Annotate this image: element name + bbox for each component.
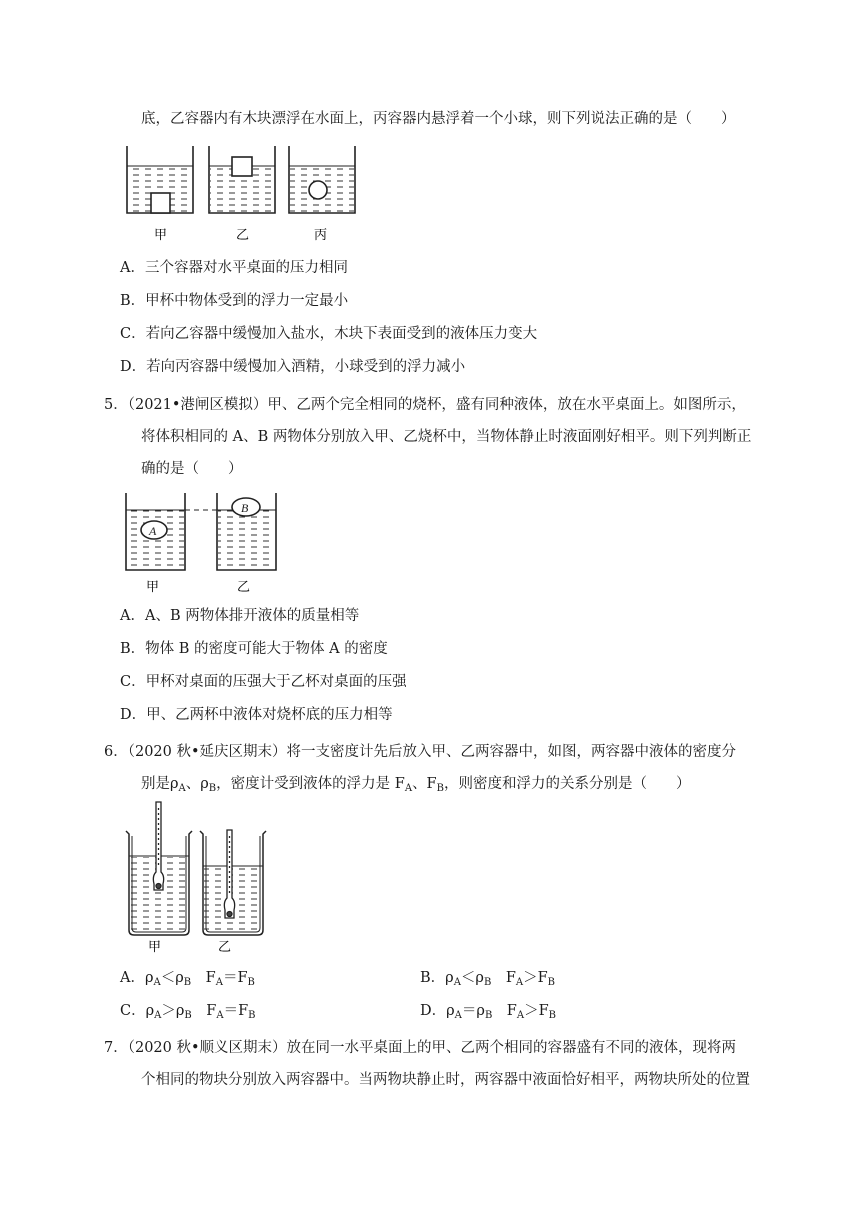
q6-option-b: B．$\rho_A<\rho_B$ $F_A>F_B$ xyxy=(420,970,556,988)
q4-option-a: A．三个容器对水平桌面的压力相同 xyxy=(120,260,348,276)
container-yi xyxy=(209,146,275,213)
q6-option-d: D．$\rho_A=\rho_B$ $F_A>F_B$ xyxy=(420,1003,557,1021)
q4-label-jia: 甲 xyxy=(154,228,168,243)
q4-option-b: B．甲杯中物体受到的浮力一定最小 xyxy=(120,293,349,309)
container-jia xyxy=(127,146,193,213)
ball-a-label: A xyxy=(149,524,157,538)
q4-figure xyxy=(120,142,370,246)
q5-line-3: 确的是（ ） xyxy=(141,461,243,477)
q6-option-c: C．$\rho_A>\rho_B$ $F_A=F_B$ xyxy=(120,1003,256,1021)
q6-line-1: 6．（2020 秋•延庆区期末）将一支密度计先后放入甲、乙两容器中，如图，两容器中液体的密度分 xyxy=(104,744,737,760)
q6-line-2: 别是$\rho_A$、$\rho_B$，密度计受到液体的浮力是 $F_A$、$F_B$，则密度和浮力的关系分别是（ ） xyxy=(141,776,691,794)
q6-label-yi: 乙 xyxy=(218,940,232,955)
container-bing xyxy=(289,146,355,213)
q4-label-yi: 乙 xyxy=(236,228,250,243)
q5-option-c: C．甲杯对桌面的压强大于乙杯对桌面的压强 xyxy=(120,674,407,690)
q5-line-1: 5．（2021•港闸区模拟）甲、乙两个完全相同的烧杯，盛有同种液体，放在水平桌面上。如图所示， xyxy=(104,397,746,413)
q6-label-jia: 甲 xyxy=(148,940,162,955)
beaker-yi xyxy=(200,831,266,935)
q7-line-2: 个相同的物块分别放入两容器中。当两物块静止时，两容器中液面恰好相平，两物块所处的位置 xyxy=(141,1072,750,1088)
hydrometer-jia xyxy=(153,802,163,890)
q5-label-yi: 乙 xyxy=(237,580,251,595)
q5-line-2: 将体积相同的 A、B 两物体分别放入甲、乙烧杯中，当物体静止时液面刚好相平。则下列判断正 xyxy=(141,429,752,445)
q5-option-b: B．物体 B 的密度可能大于物体 A 的密度 xyxy=(120,641,388,657)
q5-option-d: D．甲、乙两杯中液体对烧杯底的压力相等 xyxy=(120,707,393,723)
q6-figure xyxy=(118,800,278,960)
q4-stem-tail: 底，乙容器内有木块漂浮在水面上，丙容器内悬浮着一个小球，则下列说法正确的是（ ） xyxy=(141,111,736,127)
q5-label-jia: 甲 xyxy=(146,580,160,595)
ball-b-label: B xyxy=(241,501,249,515)
q4-option-c: C．若向乙容器中缓慢加入盐水，木块下表面受到的液体压力变大 xyxy=(120,326,538,342)
q6-option-a: A．$\rho_A<\rho_B$ $F_A=F_B$ xyxy=(120,970,255,988)
q5-figure xyxy=(118,490,288,596)
q4-label-bing: 丙 xyxy=(314,228,328,243)
q4-option-d: D．若向丙容器中缓慢加入酒精，小球受到的浮力减小 xyxy=(120,359,466,375)
q5-option-a: A．A、B 两物体排开液体的质量相等 xyxy=(120,608,360,624)
q7-line-1: 7．（2020 秋•顺义区期末）放在同一水平桌面上的甲、乙两个相同的容器盛有不同的液体，现将两 xyxy=(104,1040,737,1056)
